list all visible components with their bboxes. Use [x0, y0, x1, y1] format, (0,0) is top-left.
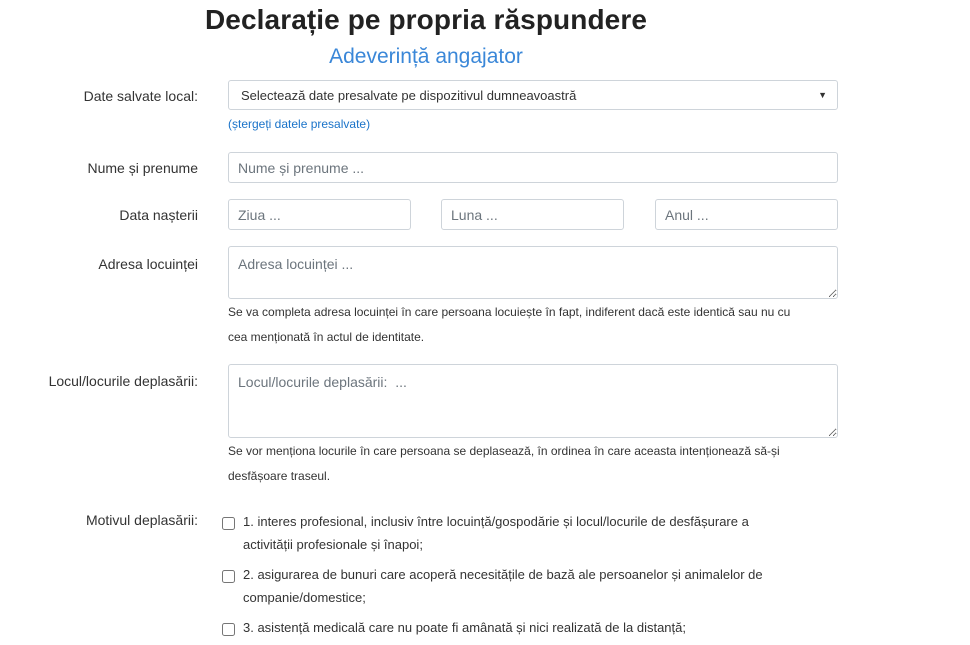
birth-date-label: Data nașterii [119, 207, 198, 223]
destinations-label: Locul/locurile deplasării: [48, 373, 198, 389]
address-label: Adresa locuinței [98, 256, 198, 272]
reason-option-3[interactable] [222, 619, 813, 639]
destinations-help-line-2: desfășoare traseul. [228, 469, 331, 483]
reason-option-1-text [243, 510, 813, 556]
reason-label: Motivul deplasării: [85, 512, 198, 528]
reason-option-1-line-1: 1. interes profesional, inclusiv între locuință/gospodărie și locul/locurile de desfășurare a [243, 514, 749, 529]
destinations-help-line-1: Se vor menționa locurile în care persoana se deplasează, în ordinea în care aceasta intenționează să-și [228, 444, 780, 458]
address-help-line-1: Se va completa adresa locuinței în care persoana locuiește în fapt, indiferent dacă este identică sau nu cu [228, 305, 791, 319]
reason-option-1[interactable] [222, 513, 813, 556]
chevron-down-icon: ▼ [818, 90, 827, 100]
name-input[interactable] [228, 152, 838, 183]
page-title: Declarație pe propria răspundere [204, 4, 648, 35]
reason-option-3-line-1: 3. asistență medicală care nu poate fi amânată și nici realizată de la distanță; [243, 620, 686, 635]
birth-day-input[interactable] [228, 199, 411, 230]
name-label: Nume și prenume [87, 160, 198, 176]
birth-year-input[interactable] [655, 199, 838, 230]
destinations-textarea[interactable] [228, 364, 838, 438]
reason-option-1-line-2: activității profesionale și înapoi; [243, 537, 423, 552]
reason-option-2-text [243, 563, 813, 609]
reason-option-2-line-2: companie/domestice; [243, 590, 366, 605]
birth-month-input[interactable] [441, 199, 624, 230]
saved-data-select-value: Selectează date presalvate pe dispozitivul dumneavoastră [241, 87, 577, 103]
saved-data-select[interactable] [228, 80, 838, 110]
address-help-line-2: cea menționată în actul de identitate. [228, 330, 425, 344]
clear-saved-data-link[interactable]: (ștergeți datele presalvate) [228, 117, 371, 131]
reason-checkbox-3[interactable] [222, 623, 235, 636]
address-textarea[interactable] [228, 246, 838, 299]
reason-option-2[interactable] [222, 566, 813, 609]
page-subtitle: Adeverință angajator [329, 45, 523, 68]
address-help-text [228, 300, 848, 350]
reason-option-3-text [243, 616, 813, 639]
destinations-help-text [228, 439, 848, 489]
saved-data-label: Date salvate local: [83, 88, 198, 104]
reason-checkbox-2[interactable] [222, 570, 235, 583]
reason-option-2-line-1: 2. asigurarea de bunuri care acoperă necesitățile de bază ale persoanelor și animalelor de [243, 567, 763, 582]
reason-checkbox-1[interactable] [222, 517, 235, 530]
